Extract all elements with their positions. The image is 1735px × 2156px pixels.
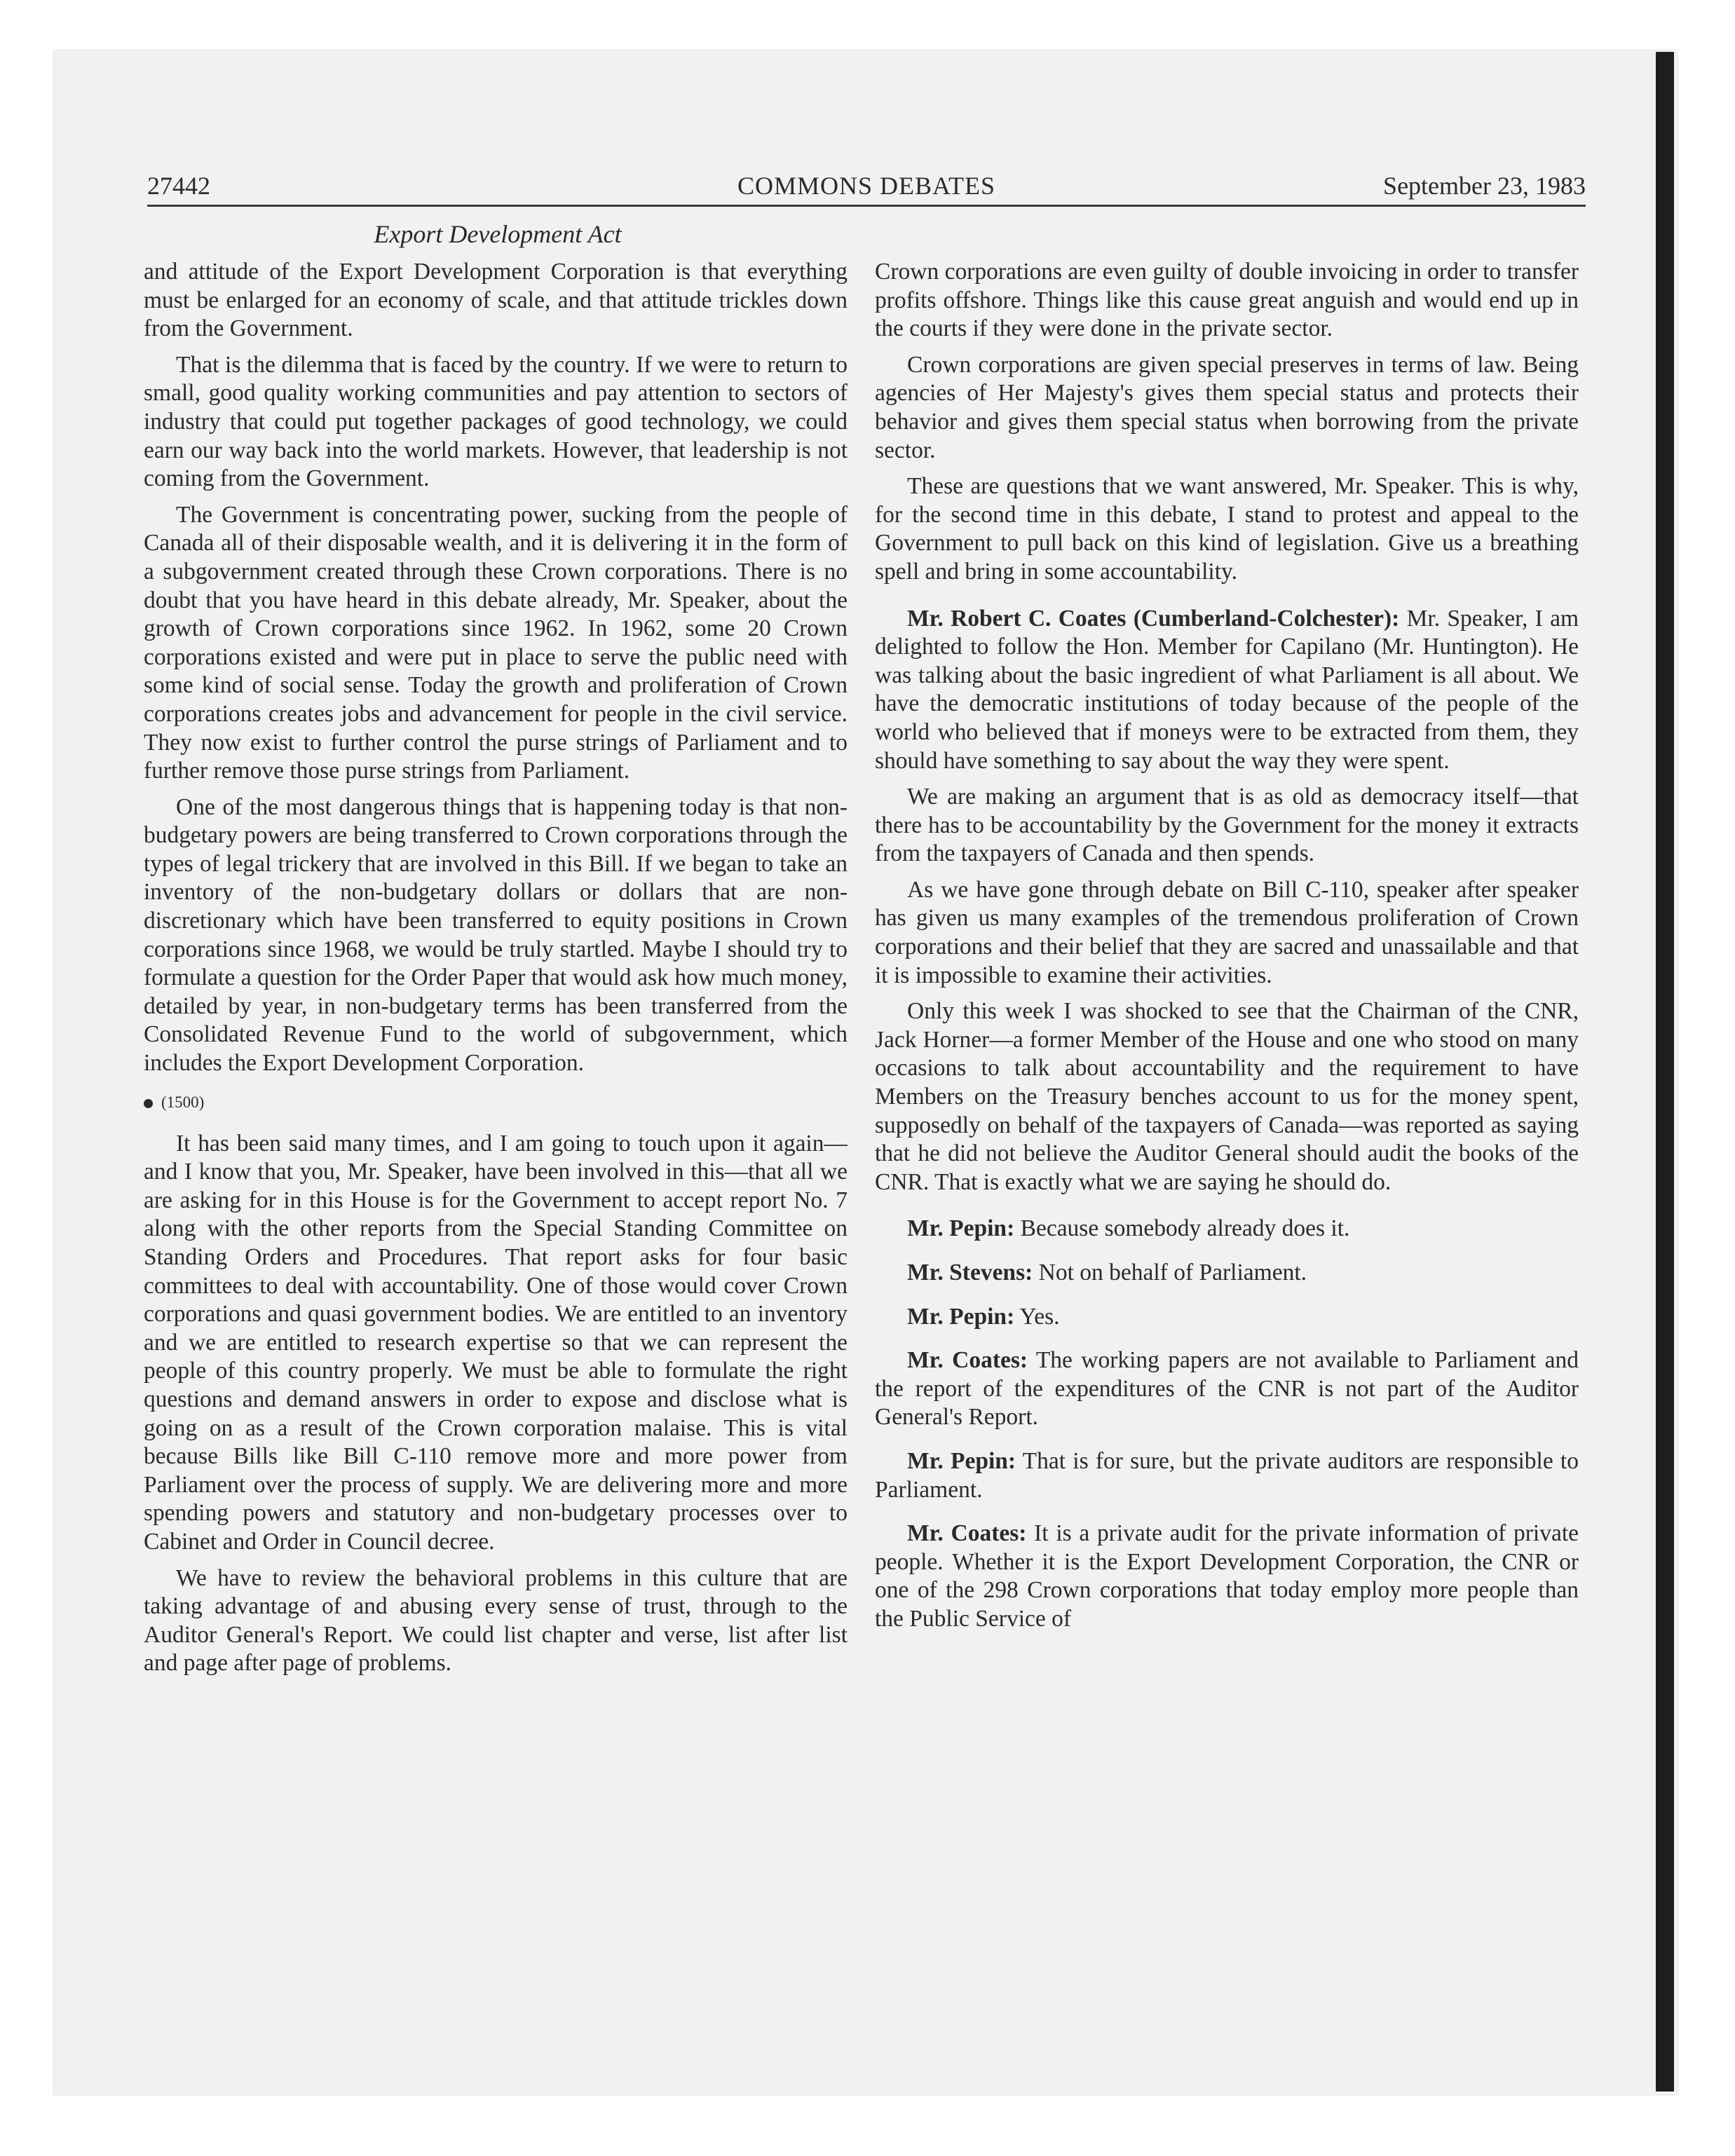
speaker-name: Mr. Pepin: (907, 1215, 1015, 1242)
speech-text: Not on behalf of Parliament. (1038, 1260, 1307, 1285)
speech-text: Because somebody already does it. (1020, 1215, 1350, 1242)
publication-date: September 23, 1983 (1383, 172, 1586, 200)
speaker-name: Mr. Robert C. Coates (Cumberland-Colchester): (907, 605, 1400, 632)
exchange (875, 1447, 1579, 1504)
right-column (875, 258, 1579, 1919)
speech-opening (875, 605, 1579, 776)
paragraph: As we have gone through debate on Bill C-110, speaker after speaker has given us many examples of the tremendous proliferation of Crown corporations and their belief that they are sacred and unassailable and that it is impossible to examine their activities. (875, 876, 1579, 988)
paragraph: We are making an argument that is as old as democracy itself—that there has to be accountability by the Government for the money it extracts from the taxpayers of Canada and then spends. (875, 784, 1579, 867)
paragraph: and attitude of the Export Development Corporation is that everything must be enlarged for an economy of scale, and that attitude trickles down from the Government. (144, 259, 848, 342)
speech-text: The working papers are not available to Parliament and the report of the expenditures of the CNR is not part of the Auditor General's Report. (875, 1347, 1579, 1431)
exchange (875, 1346, 1579, 1432)
paragraph: Crown corporations are even guilty of double invoicing in order to transfer profits offshore. Things like this cause great anguish and would end up in the courts if they were done in the private sector. (875, 259, 1579, 342)
speech-text: Mr. Speaker, I am delighted to follow the Hon. Member for Capilano (Mr. Huntington). He was talking about the basic ingredient of what Parliament is all about. We have the democratic institutions of today because of the people of the world who believed that if moneys were to be extracted from them, they should have something to say about the way they were spent. (875, 605, 1579, 774)
paragraph: It has been said many times, and I am going to touch upon it again—and I know that you, Mr. Speaker, have been involved in this—that all we are asking for in this House is for the Government to accept report No. 7 along with the other reports from the Special Standing Committee on Standing Orders and Procedures. That report asks for four basic committees to deal with accountability. One of those would cover Crown corporations and quasi government bodies. We are entitled to an inventory and we are entitled to research expertise so that we can represent the people of this country properly. We must be able to formulate the right questions and demand answers in order to expose and disclose what is going on as a result of the Crown corporation malaise. This is vital because Bills like Bill C-110 remove more and more power from Parliament over the process of supply. We are delivering more and more spending powers and statutory and non-budgetary processes over to Cabinet and Order in Council decree. (144, 1130, 848, 1555)
time-marker (144, 1092, 848, 1113)
journal-title: COMMONS DEBATES (737, 172, 996, 200)
paragraph: One of the most dangerous things that is happening today is that non-budgetary powers are being transferred to Crown corporations through the types of legal trickery that are involved in this Bill. If we began to take an inventory of the non-budgetary dollars or dollars that are non-discretionary which have been transferred to equity positions in Crown corporations since 1968, we would be truly startled. Maybe I should try to formulate a question for the Order Paper that would ask how much money, detailed by year, in non-budgetary terms has been transferred from the Consolidated Revenue Fund to the world of subgovernment, which includes the Export Development Corporation. (144, 793, 848, 1077)
page-header (147, 167, 1586, 207)
page-number: 27442 (147, 172, 210, 200)
exchange (875, 1303, 1579, 1332)
paragraph: That is the dilemma that is faced by the country. If we were to return to small, good quality working communities and pay attention to sectors of industry that could put together packages of good technology, we could earn our way back into the world markets. However, that leadership is not coming from the Government. (144, 351, 848, 492)
paragraph: Only this week I was shocked to see that the Chairman of the CNR, Jack Horner—a former Member of the House and one who stood on many occasions to talk about accountability and the requirement to have Members on the Treasury benches account to us for the money spent, supposedly on behalf of the taxpayers of Canada—was reported as saying that he did not believe the Auditor General should audit the books of the CNR. That is exactly what we are saying he should do. (875, 998, 1579, 1195)
running-title: Export Development Act (374, 220, 622, 248)
paragraph: We have to review the behavioral problems in this culture that are taking advantage of and abusing every sense of trust, through to the Auditor General's Report. We could list chapter and verse, list after list and page after page of problems. (144, 1564, 848, 1677)
speech-text: Yes. (1019, 1303, 1060, 1330)
exchange (875, 1520, 1579, 1633)
paragraph: The Government is concentrating power, sucking from the people of Canada all of their disposable wealth, and it is delivering it in the form of a subgovernment created through these Crown corporations. There is no doubt that you have heard in this debate already, Mr. Speaker, about the growth of Crown corporations since 1962. In 1962, some 20 Crown corporations existed and were put in place to serve the public need with some kind of social sense. Today the growth and proliferation of Crown corporations creates jobs and advancement for people in the civil service. They now exist to further control the purse strings of Parliament and to further remove those purse strings from Parliament. (144, 501, 848, 784)
speaker-name: Mr. Pepin: (907, 1447, 1016, 1474)
speaker-name: Mr. Coates: (907, 1520, 1027, 1547)
left-column (144, 258, 848, 1919)
binding-edge (1656, 52, 1674, 2092)
speaker-name: Mr. Coates: (907, 1347, 1028, 1374)
speech-text: It is a private audit for the private information of private people. Whether it is the Export Development Corporation, the CNR or one of the 298 Crown corporations that today employ more people than the Public Service of (875, 1520, 1579, 1632)
paragraph: These are questions that we want answered, Mr. Speaker. This is why, for the second time in this debate, I stand to protest and appeal to the Government to pull back on this kind of legislation. Give us a breathing spell and bring in some accountability. (875, 473, 1579, 585)
paragraph: Crown corporations are given special preserves in terms of law. Being agencies of Her Majesty's gives them special status and protects their behavior and gives them special status when borrowing from the private sector. (875, 351, 1579, 463)
speaker-name: Mr. Stevens: (907, 1260, 1033, 1285)
speaker-name: Mr. Pepin: (907, 1303, 1015, 1330)
exchange (875, 1259, 1579, 1288)
bullet-icon (144, 1099, 153, 1108)
speech-text: That is for sure, but the private auditors are responsible to Parliament. (875, 1447, 1579, 1503)
exchange (875, 1215, 1579, 1243)
time-marker-label: (1500) (161, 1093, 205, 1111)
